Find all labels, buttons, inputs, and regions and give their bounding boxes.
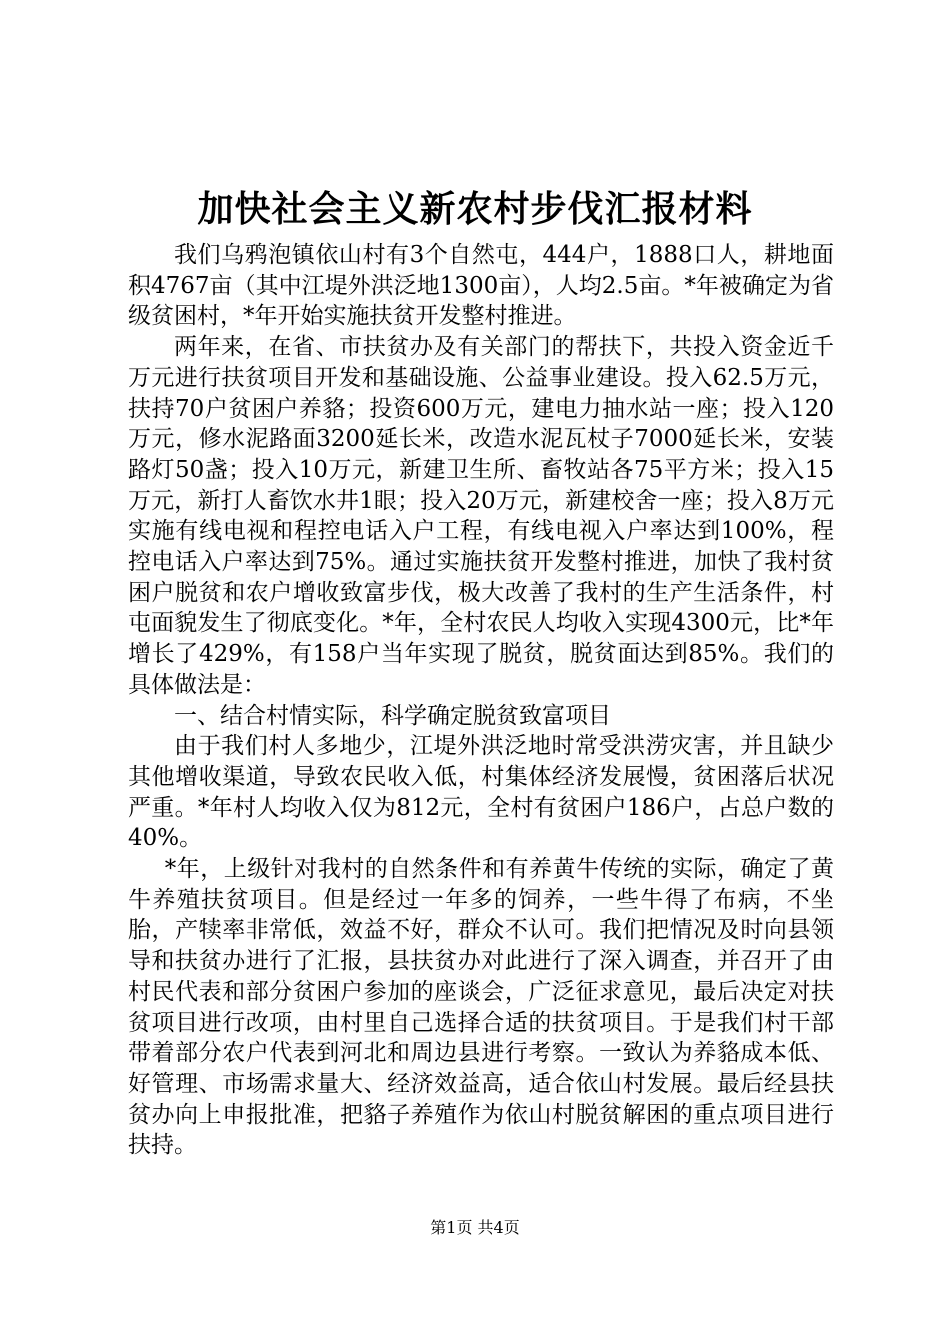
paragraph-background: 由于我们村人多地少，江堤外洪泛地时常受洪涝灾害，并且缺少其他增收渠道，导致农民收入低，村集体经济发展慢，贫困落后状况严重。*年村人均收入仅为812元，全村有贫困户186户，占总户数的40%。 xyxy=(128,733,834,852)
paragraph-achievements: 两年来，在省、市扶贫办及有关部门的帮扶下，共投入资金近千万元进行扶贫项目开发和基础设施、公益事业建设。投入62.5万元，扶持70户贫困户养貉；投资600万元，建电力抽水站一座；投入120万元，修水泥路面3200延长米，改造水泥瓦杖子7000延长米，安装路灯50盏；投入10万元，新建卫生所、畜牧站各75平方米；投入15万元，新打人畜饮水井1眼；投入20万元，新建校舍一座；投入8万元实施有线电视和程控电话入户工程，有线电视入户率达到100%，程控电话入户率达到75%。通过实施扶贫开发整村推进，加快了我村贫困户脱贫和农户增收致富步伐，极大改善了我村的生产生活条件，村屯面貌发生了彻底变化。*年，全村农民人均收入实现4300元，比*年增长了429%，有158户当年实现了脱贫，脱贫面达到85%。我们的具体做法是： xyxy=(128,334,834,698)
page-footer: 第1页 共4页 xyxy=(430,1218,520,1237)
document-body xyxy=(128,240,834,1161)
document-title: 加快社会主义新农村步伐汇报材料 xyxy=(197,189,753,230)
paragraph-project: *年，上级针对我村的自然条件和有养黄牛传统的实际，确定了黄牛养殖扶贫项目。但是经过一年多的饲养，一些牛得了布病，不坐胎，产犊率非常低，效益不好，群众不认可。我们把情况及时向县领导和扶贫办进行了汇报，县扶贫办对此进行了深入调查，并召开了由村民代表和部分贫困户参加的座谈会，广泛征求意见，最后决定对扶贫项目进行改项，由村里自己选择合适的扶贫项目。于是我们村干部带着部分农户代表到河北和周边县进行考察。一致认为养貉成本低、好管理、市场需求量大、经济效益高，适合依山村发展。最后经县扶贫办向上申报批准，把貉子养殖作为依山村脱贫解困的重点项目进行扶持。 xyxy=(128,856,834,1159)
paragraph-intro: 我们乌鸦泡镇依山村有3个自然屯，444户，1888口人，耕地面积4767亩（其中江堤外洪泛地1300亩），人均2.5亩。*年被确定为省级贫困村，*年开始实施扶贫开发整村推进。 xyxy=(128,242,834,330)
section-heading-1: 一、结合村情实际，科学确定脱贫致富项目 xyxy=(174,702,611,729)
